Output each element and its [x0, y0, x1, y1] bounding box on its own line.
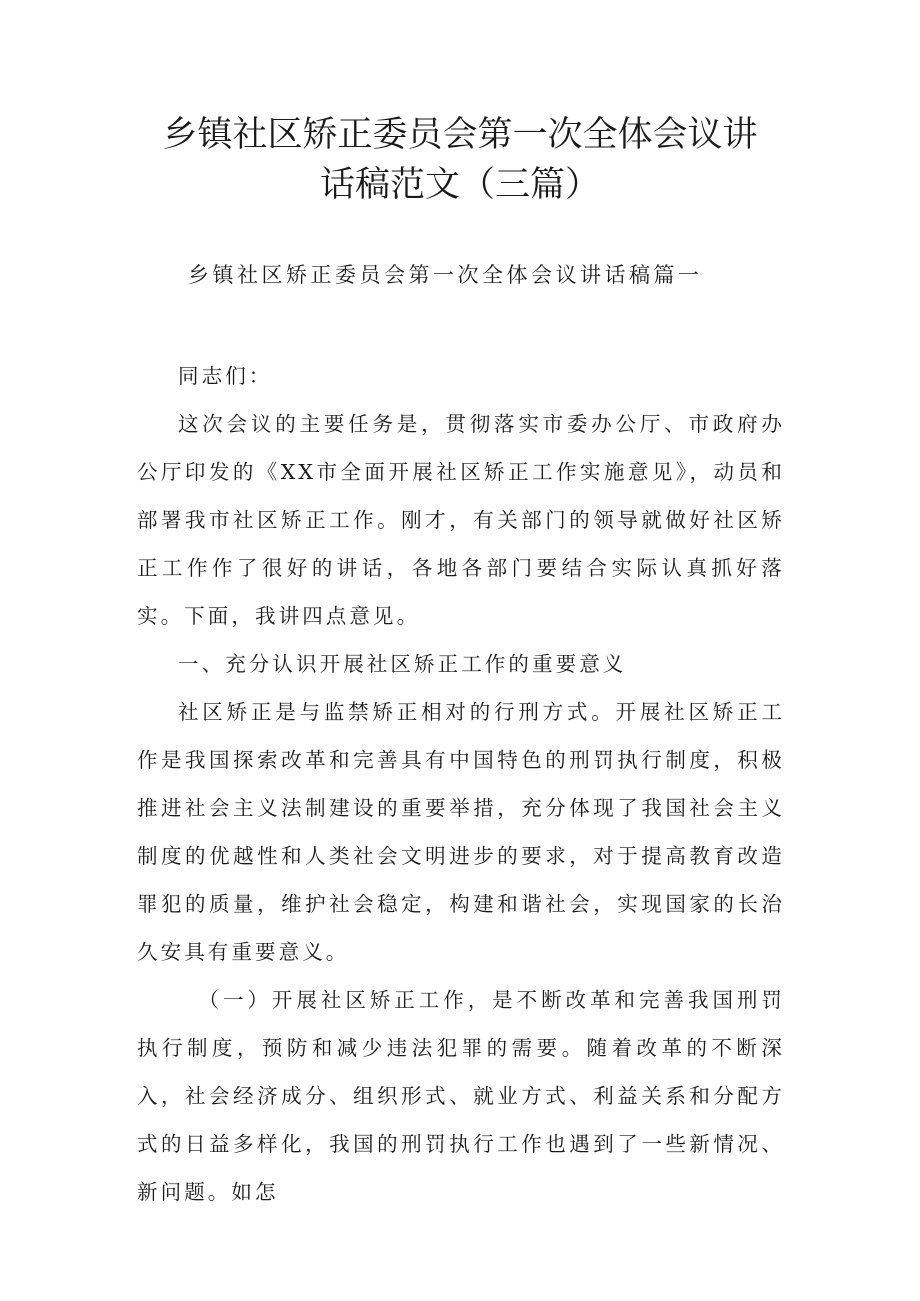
section-subtitle: 乡镇社区矫正委员会第一次全体会议讲话稿篇一 [188, 263, 703, 287]
document-body [137, 352, 785, 1216]
salutation: 同志们： [178, 364, 273, 388]
paragraph: 这次会议的主要任务是，贯彻落实市委办公厅、市政府办公厅印发的《XX市全面开展社区矫正工作实施意见》，动员和部署我市社区矫正工作。刚才，有关部门的领导就做好社区矫正工作作了很好的讲话，各地各部门要结合实际认真抓好落实。下面，我讲四点意见。 [137, 412, 785, 628]
section-heading: 一、充分认识开展社区矫正工作的重要意义 [178, 652, 627, 676]
paragraph: 社区矫正是与监禁矫正相对的行刑方式。开展社区矫正工作是我国探索改革和完善具有中国特色的刑罚执行制度，积极推进社会主义法制建设的重要举措，充分体现了我国社会主义制度的优越性和人类社会文明进步的要求，对于提高教育改造罪犯的质量，维护社会稳定，构建和谐社会，实现国家的长治久安具有重要意义。 [137, 700, 785, 964]
document-title-line-2: 话稿范文（三篇） [319, 165, 600, 205]
document-title-line-1: 乡镇社区矫正委员会第一次全体会议讲 [162, 115, 758, 155]
paragraph: （一）开展社区矫正工作，是不断改革和完善我国刑罚执行制度，预防和减少违法犯罪的需要。随着改革的不断深入，社会经济成分、组织形式、就业方式、利益关系和分配方式的日益多样化，我国的刑罚执行工作也遇到了一些新情况、新问题。如怎 [137, 988, 785, 1204]
